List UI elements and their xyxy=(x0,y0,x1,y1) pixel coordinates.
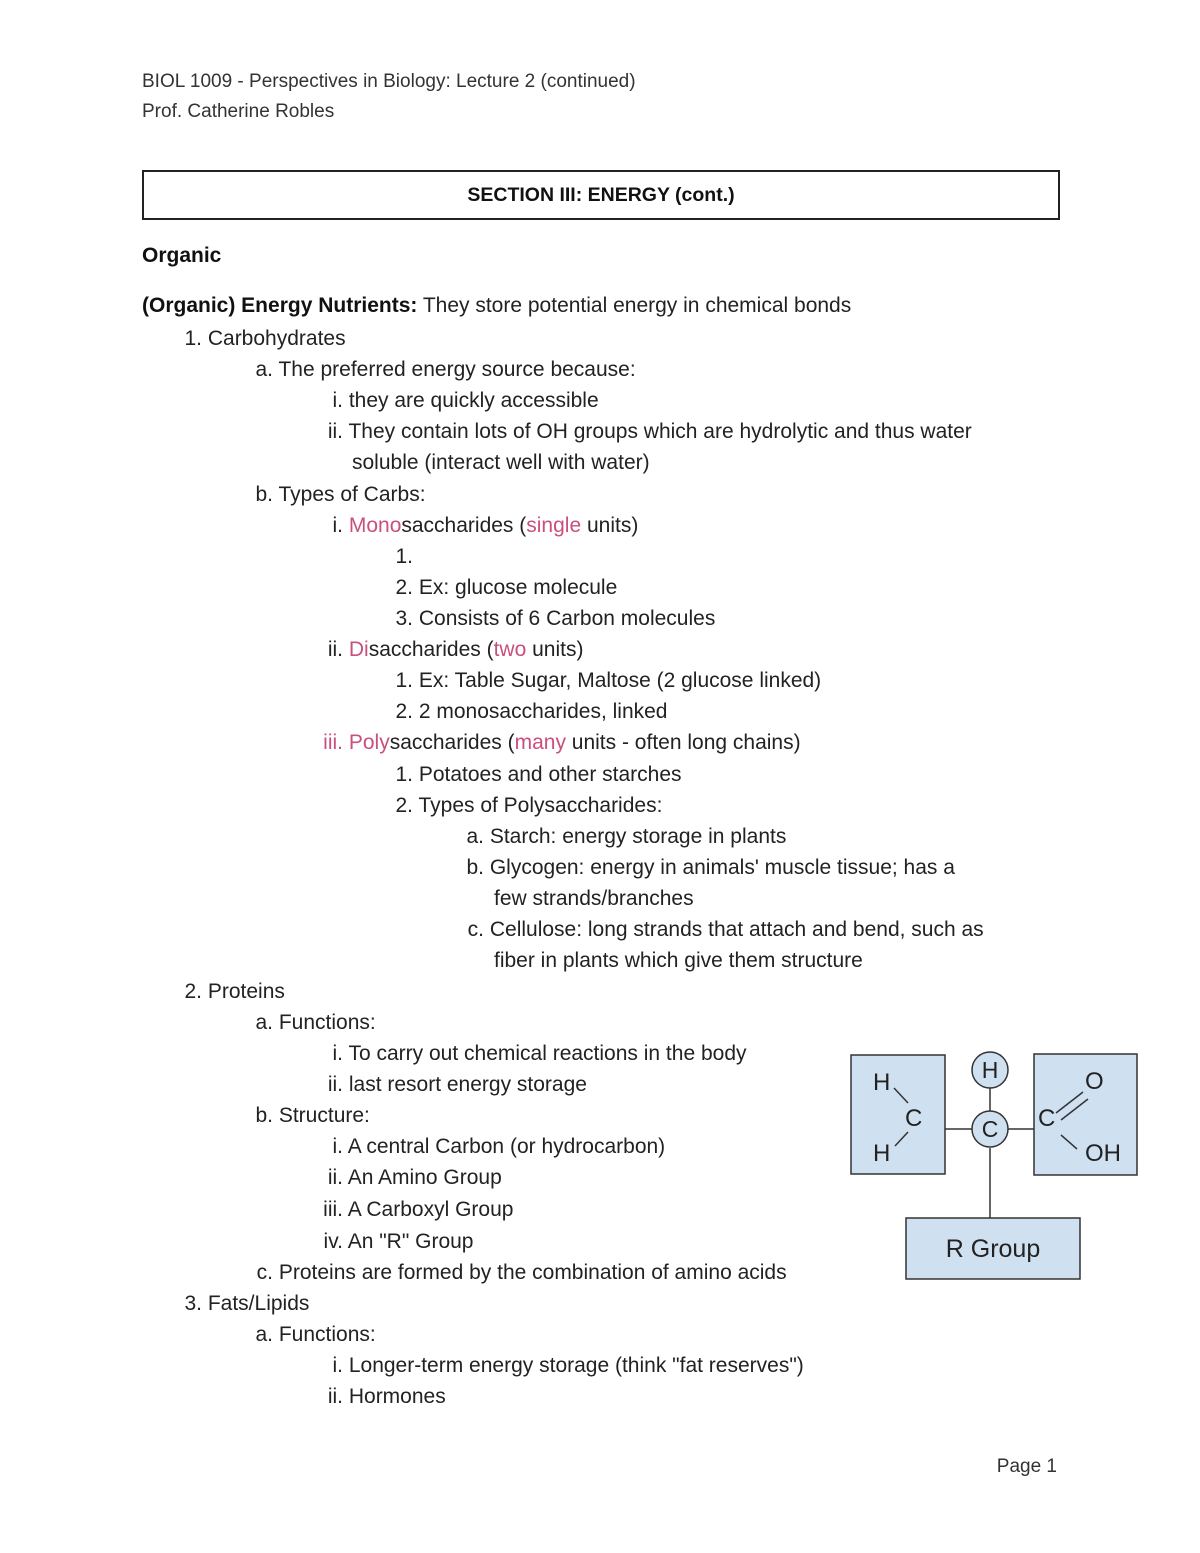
list-item: 1. Carbohydrates xyxy=(184,327,346,350)
intro-line xyxy=(142,294,851,318)
list-item: i. A central Carbon (or hydrocarbon) xyxy=(332,1135,666,1158)
list-item: 2. Proteins xyxy=(184,980,285,1003)
list-item: 1. Potatoes and other starches xyxy=(395,763,682,786)
label-central-c: C xyxy=(981,1116,999,1142)
list-item: ii. An Amino Group xyxy=(327,1166,502,1189)
list-item: iii. A Carboxyl Group xyxy=(323,1198,514,1221)
page-number: Page 1 xyxy=(996,1456,1057,1477)
label-amino-h2: H xyxy=(873,1140,891,1167)
label-carboxyl-o: O xyxy=(1085,1068,1104,1095)
list-item-continuation: few strands/branches xyxy=(494,887,694,910)
list-item: ii. Hormones xyxy=(327,1385,446,1408)
list-item: a. Starch: energy storage in plants xyxy=(466,825,787,848)
list-item: 3. Consists of 6 Carbon molecules xyxy=(395,607,716,630)
list-item-poly: iii. Polysaccharides (many units - often long chains) xyxy=(323,731,801,754)
list-item: b. Glycogen: energy in animals' muscle tissue; has a xyxy=(466,856,955,879)
label-top-h: H xyxy=(981,1057,999,1083)
section-title: SECTION III: ENERGY (cont.) xyxy=(467,183,735,206)
label-r-group: R Group xyxy=(945,1235,1041,1263)
list-item: ii. last resort energy storage xyxy=(327,1073,587,1096)
amino-group-box xyxy=(851,1055,945,1174)
list-item: 2. 2 monosaccharides, linked xyxy=(395,700,668,723)
list-item: c. Cellulose: long strands that attach and bend, such as xyxy=(467,918,984,941)
list-item-continuation: soluble (interact well with water) xyxy=(352,451,650,474)
intro-text: They store potential energy in chemical bonds xyxy=(417,294,852,317)
list-item: 3. Fats/Lipids xyxy=(184,1292,310,1315)
list-item: 1. Ex: Table Sugar, Maltose (2 glucose linked) xyxy=(395,669,822,692)
list-item-di: ii. Disaccharides (two units) xyxy=(327,638,584,661)
list-item: i. they are quickly accessible xyxy=(332,389,599,412)
heading-organic: Organic xyxy=(142,244,222,267)
amino-acid-diagram xyxy=(845,1043,1145,1288)
list-item: b. Types of Carbs: xyxy=(255,483,426,506)
list-item: i. Longer-term energy storage (think "fat reserves") xyxy=(332,1354,804,1377)
label-carboxyl-c: C xyxy=(1038,1105,1056,1132)
list-item: ii. They contain lots of OH groups which are hydrolytic and thus water xyxy=(327,420,972,443)
list-item: c. Proteins are formed by the combination of amino acids xyxy=(256,1261,787,1284)
intro-bold: (Organic) Energy Nutrients: xyxy=(142,294,418,317)
label-amino-h1: H xyxy=(873,1069,891,1096)
list-item: a. The preferred energy source because: xyxy=(255,358,636,381)
list-item: a. Functions: xyxy=(255,1323,376,1346)
list-item: b. Structure: xyxy=(255,1104,370,1127)
course-title: BIOL 1009 - Perspectives in Biology: Lecture 2 (continued) xyxy=(142,71,636,92)
list-item: a. Functions: xyxy=(255,1011,376,1034)
section-banner xyxy=(142,170,1060,220)
label-amino-c: C xyxy=(905,1105,923,1132)
list-item: 2. Ex: glucose molecule xyxy=(395,576,618,599)
list-item-mono: i. Monosaccharides (single units) xyxy=(332,514,639,537)
list-item: i. To carry out chemical reactions in the body xyxy=(332,1042,747,1065)
list-item: 1. xyxy=(395,545,413,568)
list-item-continuation: fiber in plants which give them structure xyxy=(494,949,863,972)
professor-name: Prof. Catherine Robles xyxy=(142,101,335,122)
list-item: iv. An "R" Group xyxy=(323,1230,474,1253)
label-carboxyl-oh: OH xyxy=(1085,1140,1121,1167)
list-item: 2. Types of Polysaccharides: xyxy=(395,794,663,817)
